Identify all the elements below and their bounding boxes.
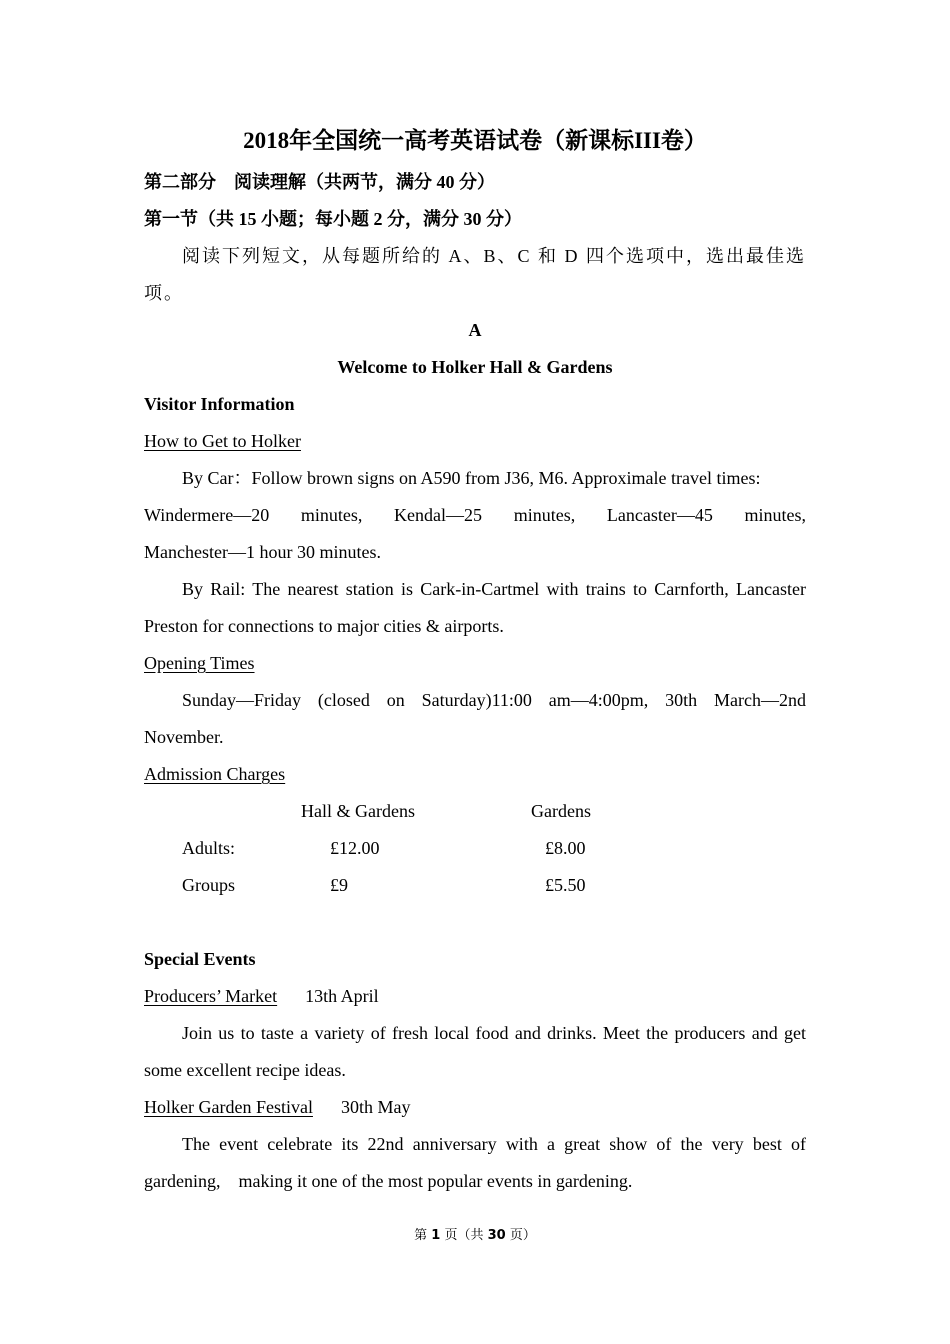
footer-prefix: 第 [414,1228,432,1243]
footer-middle: 页（共 [440,1228,488,1243]
col-gardens: Gardens [531,801,591,821]
event-date: 13th April [305,986,379,1006]
event-title-line [144,1089,806,1126]
row-gardens-price: £8.00 [545,838,586,858]
event-description: The event celebrate its 22nd anniversary with a great show of the very best of gardening, making it one of the most popular events in gardening. [144,1134,806,1191]
footer-total-pages: 30 [487,1228,506,1243]
page-footer [0,1226,950,1246]
visitor-info-heading: Visitor Information [144,394,295,414]
row-label: Adults: [182,838,236,858]
event-date: 30th May [340,1097,411,1117]
row-hall-price: £12.00 [330,838,380,858]
admission-heading: Admission Charges [144,764,286,784]
admission-header-row [144,793,806,830]
footer-suffix: 页） [505,1228,536,1243]
instructions: 阅读下列短文，从每题所给的 A、B、C 和 D 四个选项中，选出最佳选项。 [144,246,807,303]
by-car-line-1: By Car：Follow brown signs on A590 from J36, M6. Approximale travel times: [182,468,761,488]
admission-row [144,830,806,867]
event-description: Join us to taste a variety of fresh local food and drinks. Meet the producers and get some excellent recipe ideas. [144,1023,806,1080]
special-events-heading: Special Events [144,949,256,969]
row-label: Groups [182,875,235,895]
page-title: 2018年全国统一高考英语试卷（新课标III卷） [243,128,707,153]
event-name: Holker Garden Festival [144,1097,313,1117]
spacer [144,904,806,941]
passage-heading: Welcome to Holker Hall & Gardens [337,357,613,377]
opening-times-text: Sunday—Friday (closed on Saturday)11:00 am—4:00pm, 30th March—2nd November. [144,690,806,747]
footer-page-number: 1 [431,1228,441,1243]
page-content [144,122,806,1200]
row-hall-price: £9 [330,875,348,895]
opening-times-heading: Opening Times [144,653,255,673]
by-rail-paragraph: By Rail: The nearest station is Cark-in-Cartmel with trains to Carnforth, Lancaster Preston for connections to major cities & airports. [144,579,806,636]
admission-row [144,867,806,904]
by-car-line-3: Manchester—1 hour 30 minutes. [144,542,381,562]
row-gardens-price: £5.50 [545,875,586,895]
how-to-get-heading: How to Get to Holker [144,431,301,451]
by-car-line-2: Windermere—20 minutes, Kendal—25 minutes, Lancaster—45 minutes, [144,505,806,525]
section-heading: 第一节（共 15 小题；每小题 2 分，满分 30 分） [144,209,522,229]
part-heading: 第二部分 阅读理解（共两节，满分 40 分） [144,172,495,192]
passage-letter: A [468,320,482,340]
event-title-line [144,978,806,1015]
col-hall-gardens: Hall & Gardens [301,801,415,821]
event-name: Producers’ Market [144,986,278,1006]
